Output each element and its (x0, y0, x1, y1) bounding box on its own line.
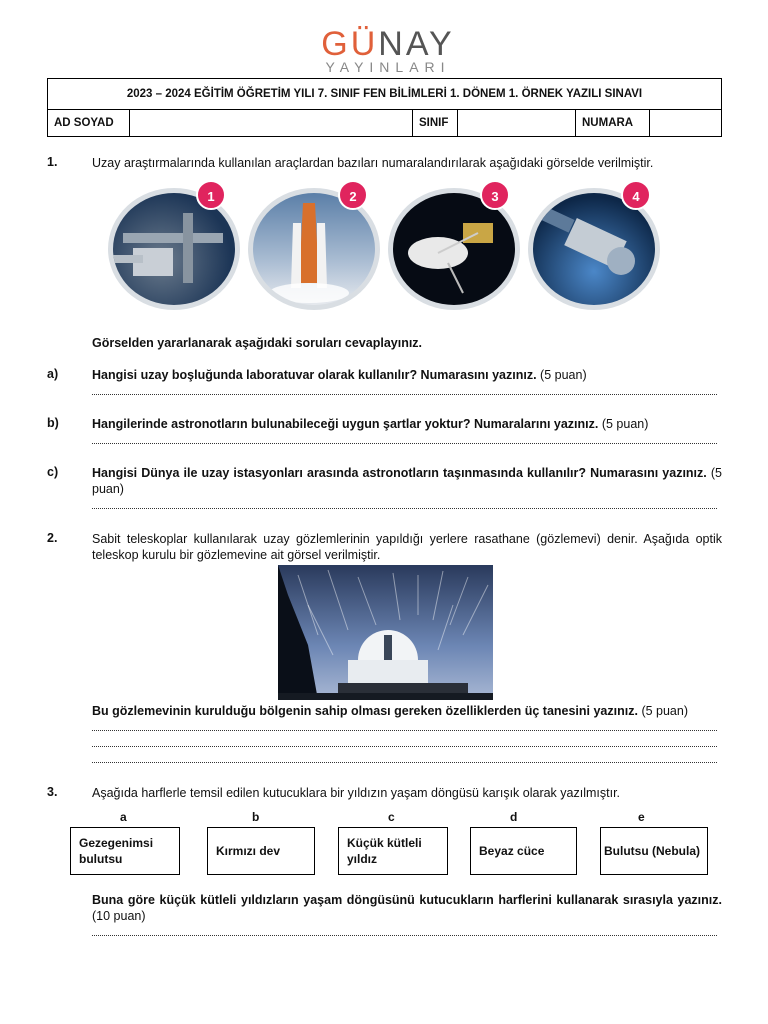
q1-part-b (47, 416, 722, 444)
box-letter: c (388, 810, 395, 824)
answer-line-2[interactable] (92, 735, 717, 747)
box-letter: e (638, 810, 645, 824)
question-number: 1. (47, 155, 58, 169)
question-3 (47, 785, 722, 801)
part-text: Hangisi Dünya ile uzay istasyonları arasında astronotların taşınmasında kullanılır? Numarasını yazınız. (92, 466, 707, 480)
points: (5 puan) (601, 417, 649, 431)
answer-line[interactable] (92, 383, 717, 395)
question-text: Uzay araştırmalarında kullanılan araçlardan bazıları numaralandırılarak aşağıdaki görselde verilmiştir. (92, 156, 654, 170)
publisher-logo (318, 26, 458, 78)
part-label: b) (47, 416, 59, 430)
points: (10 puan) (92, 909, 146, 923)
q2-question (47, 703, 722, 763)
logo-sub-text: YAYINLARI (325, 59, 451, 75)
points: (5 puan) (641, 704, 688, 718)
question-1 (47, 155, 722, 171)
life-cycle-box: Gezegenimsi bulutsu (70, 827, 180, 875)
logo-main-text: GÜNAY (321, 25, 455, 63)
exam-title: 2023 – 2024 EĞİTİM ÖĞRETİM YILI 7. SINIF FEN BİLİMLERİ 1. DÖNEM 1. ÖRNEK YAZILI SINAVI (48, 79, 722, 110)
box-letter: b (252, 810, 260, 824)
part-text: Hangisi uzay boşluğunda laboratuvar olarak kullanılır? Numarasını yazınız. (92, 368, 537, 382)
q1-instruction (47, 335, 722, 351)
life-cycle-box: Kırmızı dev (207, 827, 315, 875)
q3-question (47, 892, 722, 936)
life-cycle-box: Küçük kütleli yıldız (338, 827, 448, 875)
observatory-illustration (278, 565, 493, 700)
question-text: Aşağıda harflerle temsil edilen kutucuklara bir yıldızın yaşam döngüsü karışık olarak yazılmıştır. (92, 786, 621, 800)
question-number: 2. (47, 531, 58, 545)
instruction-text: Görselden yararlanarak aşağıdaki soruları cevaplayınız. (92, 336, 423, 350)
points: (5 puan) (540, 368, 587, 382)
part-label: a) (47, 367, 59, 381)
class-label: SINIF (413, 110, 458, 137)
life-cycle-boxes (70, 810, 710, 880)
question-text: Bu gözlemevinin kurulduğu bölgenin sahip olması gereken özelliklerden üç tanesini yazınız. (92, 704, 638, 718)
image-number-badge: 4 (621, 180, 651, 210)
number-label: NUMARA (576, 110, 650, 137)
answer-line[interactable] (92, 924, 717, 936)
box-letter: d (510, 810, 518, 824)
answer-line-1[interactable] (92, 719, 717, 731)
image-number-badge: 3 (480, 180, 510, 210)
part-text: Hangilerinde astronotların bulunabileceği uygun şartlar yoktur? Numaralarını yazınız. (92, 417, 599, 431)
question-number: 3. (47, 785, 58, 799)
space-vehicles-image (108, 180, 668, 315)
class-field[interactable] (458, 110, 576, 137)
exam-header-table (47, 78, 722, 137)
part-label: c) (47, 465, 59, 479)
q1-part-c (47, 465, 722, 509)
question-2 (47, 531, 722, 563)
life-cycle-box: Beyaz cüce (470, 827, 577, 875)
observatory-image (278, 565, 493, 700)
name-field[interactable] (130, 110, 413, 137)
question-text: Buna göre küçük kütleli yıldızların yaşam döngüsünü kutucukların harflerini kullanarak sırasıyla yazınız. (92, 893, 722, 907)
image-number-badge: 2 (338, 180, 368, 210)
image-number-badge: 1 (196, 180, 226, 210)
answer-line-3[interactable] (92, 751, 717, 763)
life-cycle-box: Bulutsu (Nebula) (600, 827, 708, 875)
points: (5 puan) (92, 466, 722, 496)
q1-part-a (47, 367, 722, 395)
box-letter: a (120, 810, 127, 824)
question-text: Sabit teleskoplar kullanılarak uzay gözlemlerinin yapıldığı yerlere rasathane (gözlemevi) denir. Aşağıda optik teleskop kurulu bir gözlemevine ait görsel verilmiştir. (92, 532, 722, 562)
name-label: AD SOYAD (48, 110, 130, 137)
number-field[interactable] (650, 110, 722, 137)
answer-line[interactable] (92, 497, 717, 509)
answer-line[interactable] (92, 432, 717, 444)
